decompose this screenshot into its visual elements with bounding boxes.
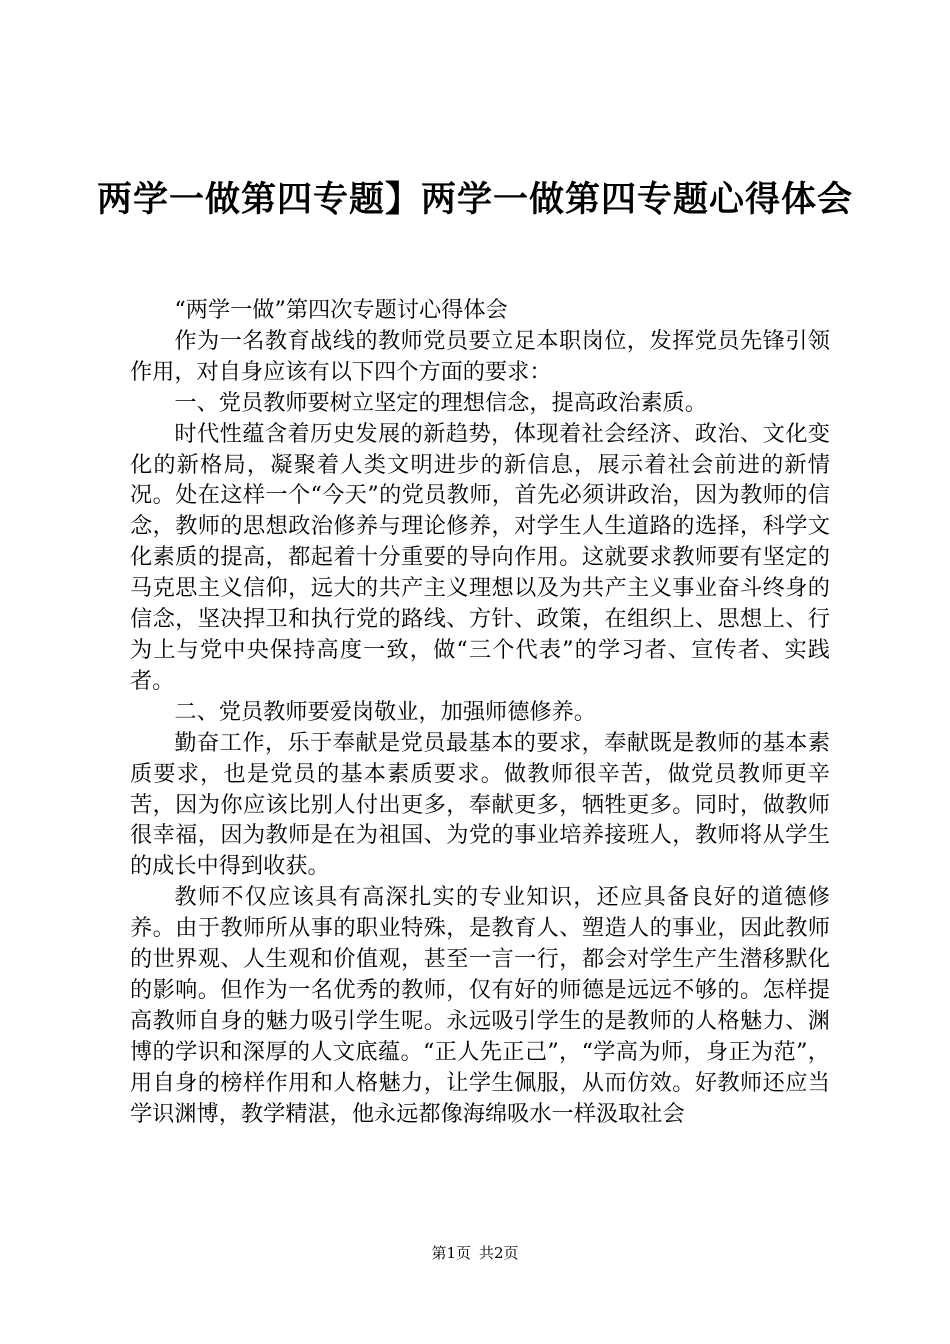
paragraph-section-2b: 教师不仅应该具有高深扎实的专业知识，还应具备良好的道德修养。由于教师所从事的职业特殊，是教育人、塑造人的事业，因此教师的世界观、人生观和价值观，甚至一言一行，都会对学生产生潜移默化的影响。但作为一名优秀的教师，仅有好的师德是远远不够的。怎样提高教师自身的魅力吸引学生呢。永远吸引学生的是教师的人格魅力、渊博的学识和深厚的人文底蕴。“正人先正己”，“学高为师，身正为范”，用自身的榜样作用和人格魅力，让学生佩服，从而仿效。好教师还应当学识渊博，教学精湛，他永远都像海绵吸水一样汲取社会 (130, 884, 830, 1127)
document-title: 两学一做第四专题】两学一做第四专题心得体会 (96, 180, 853, 220)
paragraph-intro: 作为一名教育战线的教师党员要立足本职岗位，发挥党员先锋引领作用，对自身应该有以下四个方面的要求： (130, 327, 830, 385)
paragraph-subtitle: “两学一做”第四次专题讨心得体会 (174, 297, 508, 323)
section-heading-2: 二、党员教师要爱岗敬业，加强师德修养。 (174, 698, 596, 725)
page-number: 第1页 (431, 1244, 471, 1262)
document-body (130, 295, 830, 1129)
paragraph-section-2a: 勤奋工作，乐于奉献是党员最基本的要求，奉献既是教师的基本素质要求，也是党员的基本素质要求。做教师很辛苦，做党员教师更辛苦，因为你应该比别人付出更多，奉献更多，牺牲更多。同时，做教师很幸福，因为教师是在为祖国、为党的事业培养接班人，教师将从学生的成长中得到收获。 (130, 729, 830, 880)
paragraph-section-1: 时代性蕴含着历史发展的新趋势，体现着社会经济、政治、文化变化的新格局，凝聚着人类文明进步的新信息，展示着社会前进的新情况。处在这样一个“今天”的党员教师，首先必须讲政治，因为教师的信念，教师的思想政治修养与理论修养，对学生人生道路的选择，科学文化素质的提高，都起着十分重要的导向作用。这就要求教师要有坚定的马克思主义信仰，远大的共产主义理想以及为共产主义事业奋斗终身的信念，坚决捍卫和执行党的路线、方针、政策，在组织上、思想上、行为上与党中央保持高度一致，做“三个代表”的学习者、宣传者、实践者。 (130, 420, 830, 694)
page-footer (0, 1243, 950, 1263)
page-total: 共2页 (479, 1244, 519, 1262)
section-heading-1: 一、党员教师要树立坚定的理想信念，提高政治素质。 (174, 389, 707, 416)
